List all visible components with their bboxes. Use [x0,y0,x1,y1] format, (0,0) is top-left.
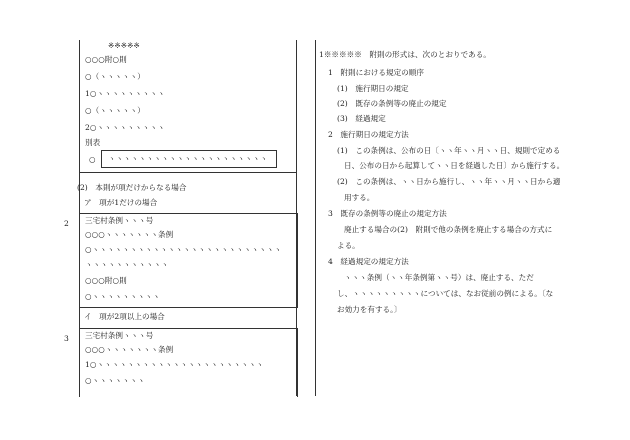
box-3-number: 3 [64,334,69,343]
heading-a: ア 項が1だけの場合 [84,198,158,207]
section-2-para-2: (2) この条例は、ヽヽ日から施行し、ヽヽ年ヽヽ月ヽヽ日から適 [337,177,561,186]
section-2-para-1: (1) この条例は、公布の日〔ヽヽ年ヽヽ月ヽヽ日、規則で定める [337,146,561,155]
section-1-item: (3) 経過規定 [337,114,386,123]
beppyo-marker: ○ [89,155,96,164]
box-2-line: ○○○附○則 [85,276,127,285]
section-1-heading: 1 附則における規定の順序 [328,68,424,77]
box-2-line: ○ヽヽヽヽヽヽヽヽヽヽヽヽヽヽヽヽヽヽヽヽヽヽヽヽヽ [85,245,282,254]
column-divider [315,40,316,396]
text-line: ○（ヽヽヽヽヽ） [85,72,145,81]
section-2-para-1-cont: 日、公布の日から起算してヽヽ日を経過した日〕から施行する。 [344,161,565,170]
intro-text: 1※※※※※ 附則の形式は、次のとおりである。 [319,50,491,59]
box-3-line: 三宅村条例ヽヽヽ号 [85,331,154,340]
beppyo-label: 別表 [85,138,101,147]
section-4-para: ヽヽヽ条例（ヽヽ年条例第ヽヽ号）は、廃止する、ただ [344,273,534,282]
box-3-line: ○ヽヽヽヽヽヽヽ [85,376,145,385]
heading-i: イ 項が2項以上の場合 [84,312,165,321]
box-2-line: 三宅村条例ヽヽヽ号 [85,216,154,225]
section-3-para: 廃止する場合の(2) 附則で他の条例を廃止する場合の方式に [344,225,553,234]
text-line: ○（ヽヽヽヽヽ） [85,106,145,115]
text-line: 2○ヽヽヽヽヽヽヽヽヽ [85,123,165,132]
beppyo-box-text: ヽヽヽヽヽヽヽヽヽヽヽヽヽヽヽヽヽヽヽヽヽ [108,154,268,163]
section-4-heading: 4 経過規定の規定方法 [328,257,409,266]
section-3-heading: 3 既存の条例等の廃止の規定方法 [328,209,447,218]
top-block-bottom-border [79,172,296,173]
text-line: 1○ヽヽヽヽヽヽヽヽヽ [85,89,165,98]
box-2-line: ○ヽヽヽヽヽヽヽヽヽ [85,292,160,301]
section-4-para-cont: お効力を有する。〕 [337,305,402,314]
box-3-line: 1○ヽヽヽヽヽヽヽヽヽヽヽヽヽヽヽヽヽヽヽヽヽヽ [85,360,264,369]
box-2-number: 2 [64,219,69,228]
section-2-heading: 2 施行期日の規定方法 [328,130,409,139]
section-1-item: (2) 既存の条例等の廃止の規定 [337,99,447,108]
section-1-item: (1) 施行期日の規定 [337,84,409,93]
heading-2: (2) 本則が項だけからなる場合 [77,183,187,192]
box-2-line: ○○○ヽヽヽヽヽヽヽ条例 [85,230,174,239]
section-2-para-2-cont: 用する。 [344,193,375,202]
box-2-line: ヽヽヽヽヽヽヽヽヽヽヽ [85,260,169,269]
stars-mark: ※※※※※ [108,41,140,50]
section-3-para-cont: よる。 [337,241,360,250]
box-3-line: ○○○ヽヽヽヽヽヽヽ条例 [85,345,174,354]
section-4-para-cont: し、ヽヽヽヽヽヽヽヽヽについては、なお従前の例による。〔な [337,289,554,298]
fusoku-heading: ○○○附○則 [85,55,127,64]
